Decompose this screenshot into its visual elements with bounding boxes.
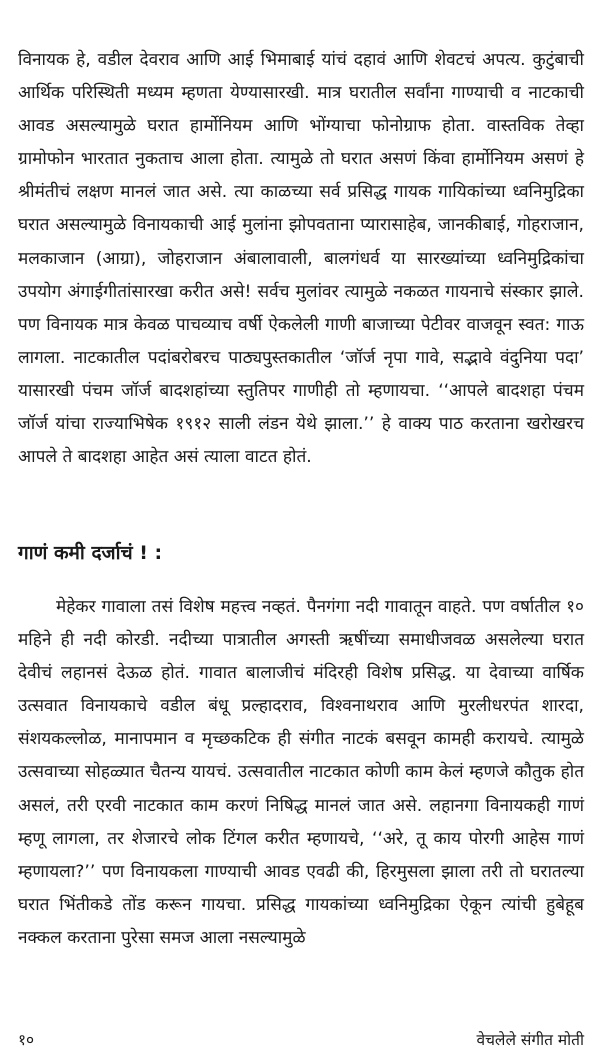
page-number: १०: [18, 1031, 35, 1049]
section-heading: गाणं कमी दर्जाचं ! :: [18, 542, 163, 564]
running-book-title: वेचलेले संगीत मोती: [476, 1031, 584, 1049]
body-paragraph-2: मेहेकर गावाला तसं विशेष महत्त्व नव्हतं. पैनगंगा नदी गावातून वाहते. पण वर्षातील १० महिने ही नदी कोरडी. नदीच्या पात्रातील अगस्ती ऋषींच्या समाधीजवळ असलेल्या घरात देवीचं लहानसं देऊळ होतं. गावात बालाजीचं मंदिरही विशेष प्रसिद्ध. या देवाच्या वार्षिक उत्सवात विनायकाचे वडील बंधू प्रल्हादराव, विश्वनाथराव आणि मुरलीधरपंत शारदा, संशयकल्लोळ, मानापमान व मृच्छकटिक ही संगीत नाटकं बसवून कामही करायचे. त्यामुळे उत्सवाच्या सोहळ्यात चैतन्य यायचं. उत्सवातील नाटकात कोणी काम केलं म्हणजे कौतुक होत असलं, तरी एरवी नाटकात काम करणं निषिद्ध मानलं जात असे. लहानगा विनायकही गाणं म्हणू लागला, तर शेजारचे लोक टिंगल करीत म्हणायचे, ‘‘अरे, तू काय पोरगी आहेस गाणं म्हणायला?’’ पण विनायकला गाण्याची आवड एवढी की, हिरमुसला झाला तरी तो घरातल्या घरात भिंतीकडे तोंड करून गायचा. प्रसिद्ध गायकांच्या ध्वनिमुद्रिका ऐकून त्यांची हुबेहूब नक्कल करताना पुरेसा समज आला नसल्यामुळे: [18, 597, 584, 948]
body-paragraph-1: विनायक हे, वडील देवराव आणि आई भिमाबाई यांचं दहावं आणि शेवटचं अपत्य. कुटुंबाची आर्थिक परिस्थिती मध्यम म्हणता येण्यासारखी. मात्र घरातील सर्वांना गाण्याची व नाटकाची आवड असल्यामुळे घरात हार्मोनियम आणि भोंग्याचा फोनोग्राफ होता. वास्तविक तेव्हा ग्रामोफोन भारतात नुकताच आला होता. त्यामुळे तो घरात असणं किंवा हार्मोनियम असणं हे श्रीमंतीचं लक्षण मानलं जात असे. त्या काळच्या सर्व प्रसिद्ध गायक गायिकांच्या ध्वनिमुद्रिका घरात असल्यामुळे विनायकाची आई मुलांना झोपवताना प्यारासाहेब, जानकीबाई, गोहराजान, मलकाजान (आग्रा), जोहराजान अंबालावाली, बालगंधर्व या सारख्यांच्या ध्वनिमुद्रिकांचा उपयोग अंगाईगीतांसारखा करीत असे! सर्वच मुलांवर त्यामुळे नकळत गायनाचे संस्कार झाले. पण विनायक मात्र केवळ पाचव्याच वर्षी ऐकलेली गाणी बाजाच्या पेटीवर वाजवून स्वत: गाऊ लागला. नाटकातील पदांबरोबरच पाठ्यपुस्तकातील ‘जॉर्ज नृपा गावे, सद्भावे वंदुनिया पदा’ यासारखी पंचम जॉर्ज बादशहांच्या स्तुतिपर गाणीही तो म्हणायचा. ‘‘आपले बादशहा पंचम जॉर्ज यांचा राज्याभिषेक १९१२ साली लंडन येथे झाला.’’ हे वाक्य पाठ करताना खरोखरच आपले ते बादशहा आहेत असं त्याला वाटत होतं.: [18, 50, 584, 468]
page-footer: [18, 1024, 584, 1054]
